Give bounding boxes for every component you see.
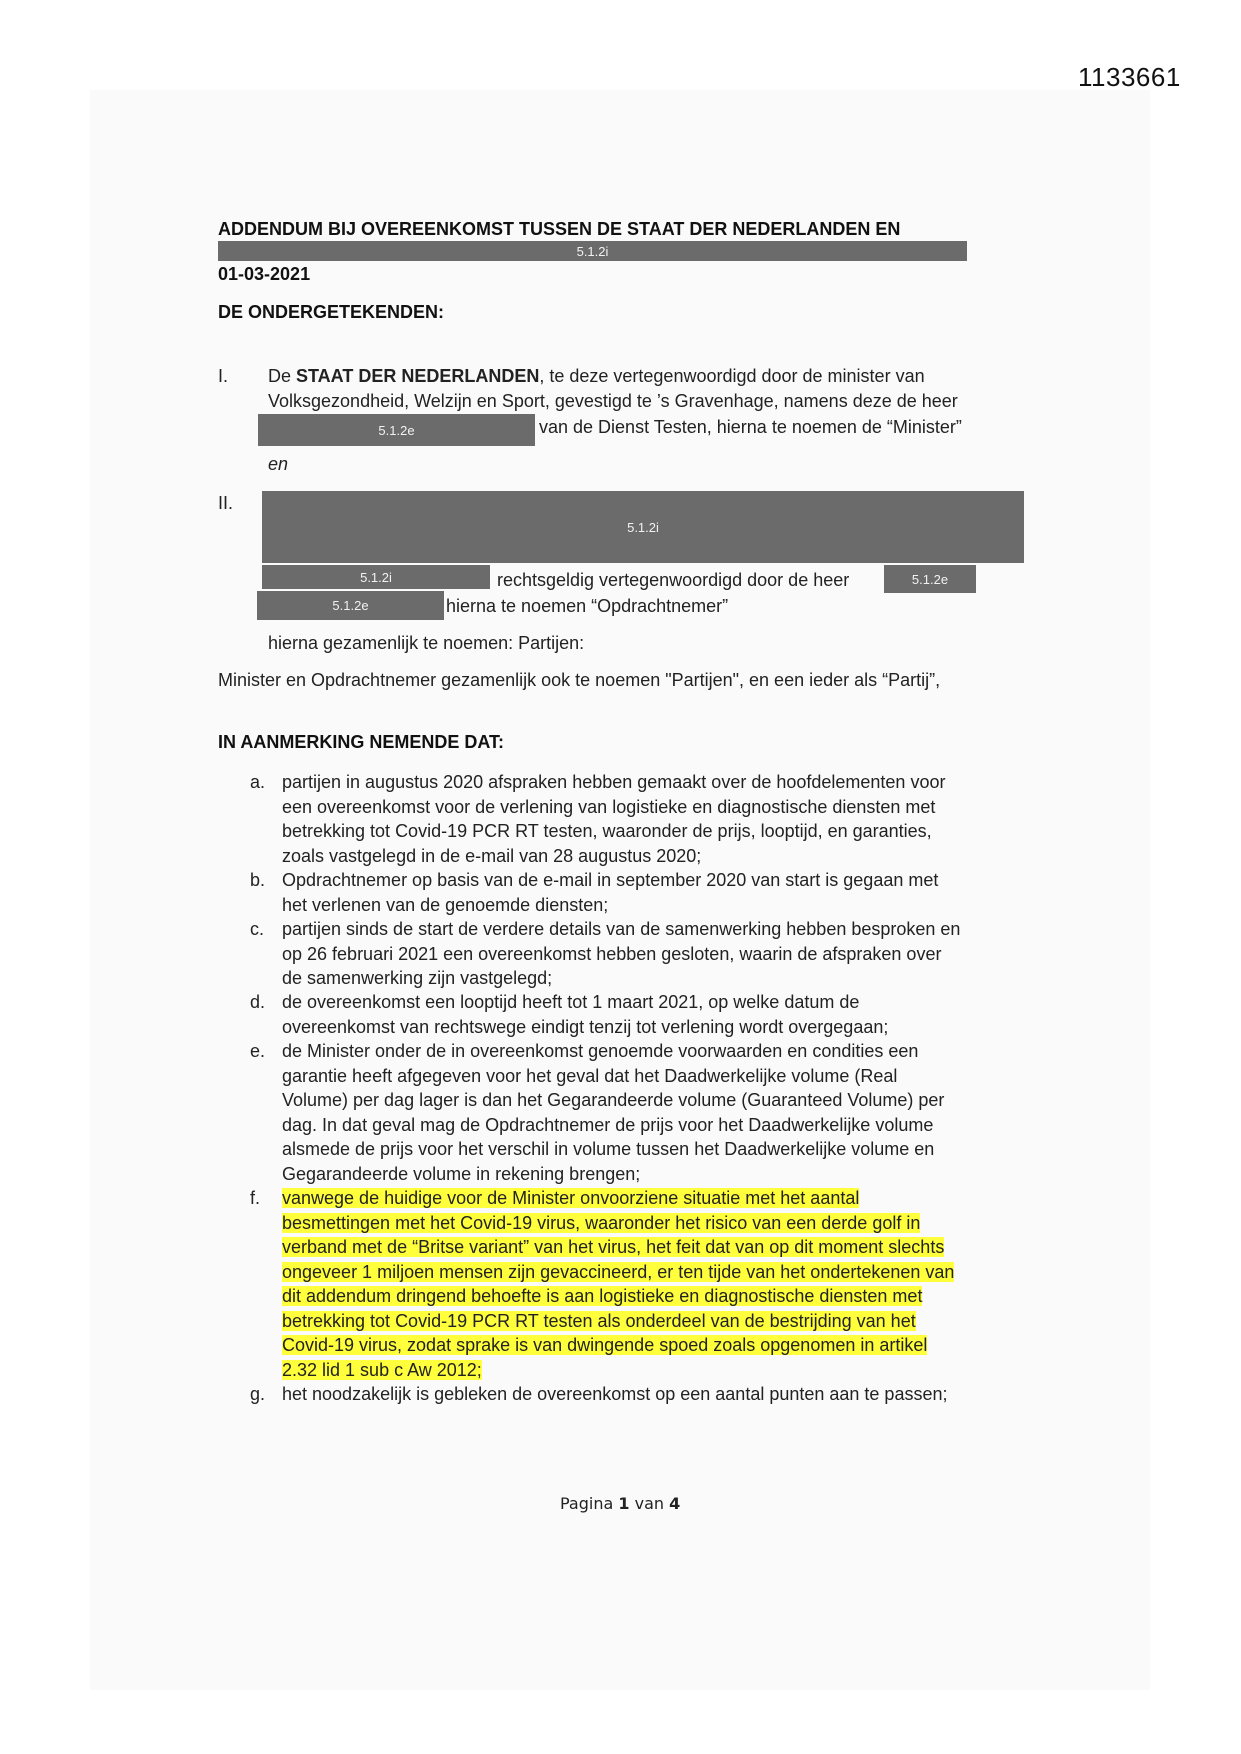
item-line: Opdrachtnemer op basis van de e-mail in september 2020 van start is gegaan met — [282, 870, 939, 890]
redaction-party2-rep-right: 5.1.2e — [884, 565, 976, 593]
footer-page-number: 1 — [618, 1494, 630, 1513]
item-line: de overeenkomst een looptijd heeft tot 1 maart 2021, op welke datum de — [282, 992, 860, 1012]
document-title: ADDENDUM BIJ OVEREENKOMST TUSSEN DE STAAT DER NEDERLANDEN EN — [218, 219, 900, 242]
redaction-party2-small: 5.1.2i — [262, 565, 490, 589]
list-marker: b. — [250, 870, 266, 890]
highlighted-line: dit addendum dringend behoefte is aan logistieke en diagnostische diensten met — [282, 1286, 923, 1306]
connector-en: en — [268, 454, 289, 474]
item-line: het verlenen van de genoemde diensten; — [282, 894, 609, 915]
list-marker: g. — [250, 1384, 266, 1404]
item-line: een overeenkomst voor de verlening van logistieke en diagnostische diensten met — [282, 796, 936, 817]
redaction-minister-name: 5.1.2e — [258, 414, 535, 446]
item-line: garantie heeft afgegeven voor het geval dat het Daadwerkelijke volume (Real — [282, 1065, 898, 1086]
item-line: betrekking tot Covid-19 PCR RT testen, waaronder de prijs, looptijd, en garanties, — [282, 821, 932, 841]
list-marker: f. — [250, 1188, 261, 1208]
party1-name: STAAT DER NEDERLANDEN — [296, 366, 540, 386]
considering-heading: IN AANMERKING NEMENDE DAT: — [218, 732, 504, 752]
item-line: partijen sinds de start de verdere details van de samenwerking hebben besproken en — [282, 919, 961, 939]
redaction-title: 5.1.2i — [218, 241, 967, 261]
list-marker: d. — [250, 992, 266, 1012]
highlighted-line: ongeveer 1 miljoen mensen zijn gevaccineerd, er ten tijde van het ondertekenen van — [282, 1261, 955, 1282]
footer-middle: van — [634, 1494, 665, 1513]
highlighted-line: verband met de “Britse variant” van het virus, het feit dat van op dit moment slechts — [282, 1237, 945, 1257]
item-line: partijen in augustus 2020 afspraken hebben gemaakt over de hoofdelementen voor — [282, 772, 946, 792]
highlighted-line: besmettingen met het Covid-19 virus, waaronder het risico van een derde golf in — [282, 1212, 921, 1233]
highlighted-line: vanwege de huidige voor de Minister onvoorziene situatie met het aantal — [282, 1188, 860, 1208]
highlighted-line: betrekking tot Covid-19 PCR RT testen als onderdeel van de bestrijding van het — [282, 1310, 916, 1331]
party1-line1 — [268, 366, 925, 387]
footer-page-total: 4 — [669, 1494, 681, 1513]
signatories-heading: DE ONDERGETEKENDEN: — [218, 302, 445, 322]
highlighted-line: Covid-19 virus, zodat sprake is van dwingende spoed zoals opgenomen in artikel — [282, 1335, 928, 1355]
party2-numeral: II. — [218, 493, 234, 513]
document-date: 01-03-2021 — [218, 264, 311, 284]
redaction-party2-block: 5.1.2i — [262, 491, 1024, 563]
item-line: de samenwerking zijn vastgelegd; — [282, 968, 553, 988]
list-marker: a. — [250, 772, 266, 792]
item-line: zoals vastgelegd in de e-mail van 28 augustus 2020; — [282, 845, 702, 866]
parties-sentence: Minister en Opdrachtnemer gezamenlijk ook te noemen "Partijen", en een ieder als “Partij”, — [218, 670, 941, 690]
item-line: de Minister onder de in overeenkomst genoemde voorwaarden en condities een — [282, 1041, 919, 1061]
item-line: op 26 februari 2021 een overeenkomst hebben gesloten, waarin de afspraken over — [282, 943, 942, 964]
jointly-named: hierna gezamenlijk te noemen: Partijen: — [268, 633, 585, 653]
item-line: dag. In dat geval mag de Opdrachtnemer de prijs voor het Daadwerkelijke volume — [282, 1114, 934, 1135]
footer-prefix: Pagina — [560, 1494, 614, 1513]
list-marker: e. — [250, 1041, 266, 1061]
party2-rep-text: rechtsgeldig vertegenwoordigd door de heer — [497, 570, 850, 590]
party1-numeral: I. — [218, 366, 229, 386]
highlighted-line: 2.32 lid 1 sub c Aw 2012; — [282, 1359, 482, 1380]
item-line: Gegarandeerde volume in rekening brengen; — [282, 1163, 641, 1184]
item-line: Volume) per dag lager is dan het Gegarandeerde volume (Guaranteed Volume) per — [282, 1090, 945, 1110]
redaction-party2-rep-left: 5.1.2e — [257, 591, 444, 620]
item-line: alsmede de prijs voor het verschil in volume tussen het Daadwerkelijke volume en — [282, 1139, 935, 1159]
party1-line3: van de Dienst Testen, hierna te noemen de “Minister” — [539, 417, 962, 437]
page-footer — [560, 1494, 680, 1513]
party2-named-as: hierna te noemen “Opdrachtnemer” — [446, 596, 729, 616]
party1-line2: Volksgezondheid, Welzijn en Sport, gevestigd te ’s Gravenhage, namens deze de heer — [268, 391, 958, 411]
document-id: 1133661 — [1078, 62, 1181, 92]
list-marker: c. — [250, 919, 265, 939]
party1-line1-post: , te deze vertegenwoordigd door de minister van — [539, 366, 925, 386]
item-line: het noodzakelijk is gebleken de overeenkomst op een aantal punten aan te passen; — [282, 1384, 948, 1404]
party1-line1-pre: De — [268, 366, 297, 386]
item-line: overeenkomst van rechtswege eindigt tenzij tot verlening wordt overgegaan; — [282, 1016, 889, 1037]
